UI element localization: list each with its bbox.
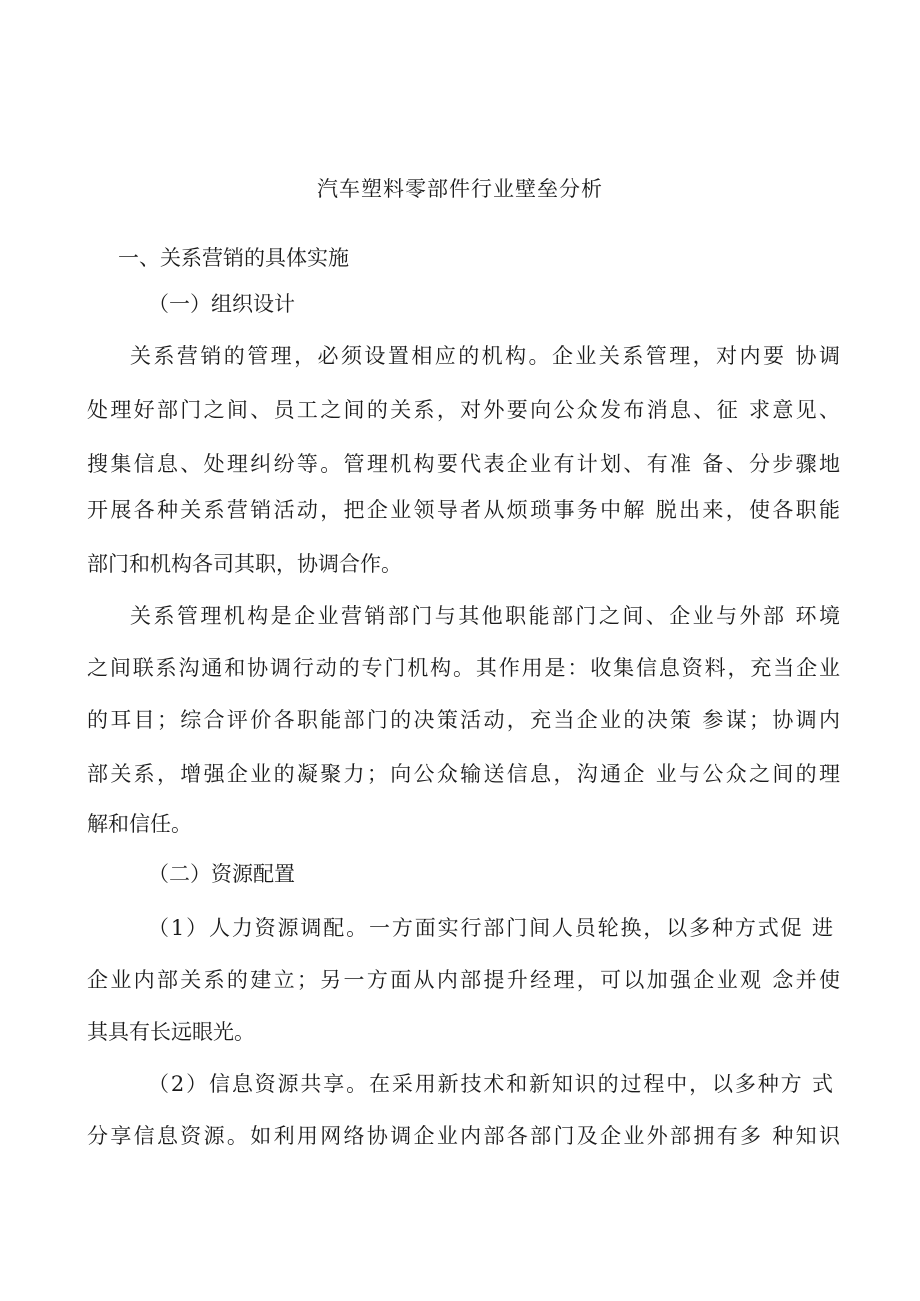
paragraph-line: 的耳目；综合评价各职能部门的决策活动，充当企业的决策 参谋；协调内	[87, 708, 840, 732]
paragraph-line: 企业内部关系的建立；另一方面从内部提升经理，可以加强企业观 念并使	[87, 968, 840, 992]
paragraph-line: 搜集信息、处理纠纷等。管理机构要代表企业有计划、有准 备、分步骤地	[87, 452, 840, 476]
paragraph-line: 其具有长远眼光。	[87, 1020, 255, 1044]
paragraph-line: （2）信息资源共享。在采用新技术和新知识的过程中，以多种方 式	[148, 1072, 833, 1096]
paragraph-line: 关系营销的管理，必须设置相应的机构。企业关系管理，对内要 协调	[130, 344, 840, 368]
section-heading-relationship-marketing: 一、关系营销的具体实施	[118, 246, 349, 270]
subsection-heading-resource-allocation: （二）资源配置	[148, 862, 295, 886]
paragraph-line: 分享信息资源。如利用网络协调企业内部各部门及企业外部拥有多 种知识	[87, 1124, 840, 1148]
paragraph-line: 部门和机构各司其职，协调合作。	[87, 552, 402, 576]
paragraph-line: （1）人力资源调配。一方面实行部门间人员轮换，以多种方式促 进	[148, 916, 833, 940]
paragraph-line: 关系管理机构是企业营销部门与其他职能部门之间、企业与外部 环境	[130, 604, 840, 628]
document-title: 汽车塑料零部件行业壁垒分析	[317, 177, 603, 201]
paragraph-line: 之间联系沟通和协调行动的专门机构。其作用是：收集信息资料，充当企业	[87, 656, 840, 680]
paragraph-line: 开展各种关系营销活动，把企业领导者从烦琐事务中解 脱出来，使各职能	[87, 498, 840, 522]
paragraph-line: 部关系，增强企业的凝聚力；向公众输送信息，沟通企 业与公众之间的理	[87, 762, 840, 786]
paragraph-line: 处理好部门之间、员工之间的关系，对外要向公众发布消息、征 求意见、	[87, 398, 840, 422]
paragraph-line: 解和信任。	[87, 812, 192, 836]
subsection-heading-organization-design: （一）组织设计	[148, 292, 295, 316]
